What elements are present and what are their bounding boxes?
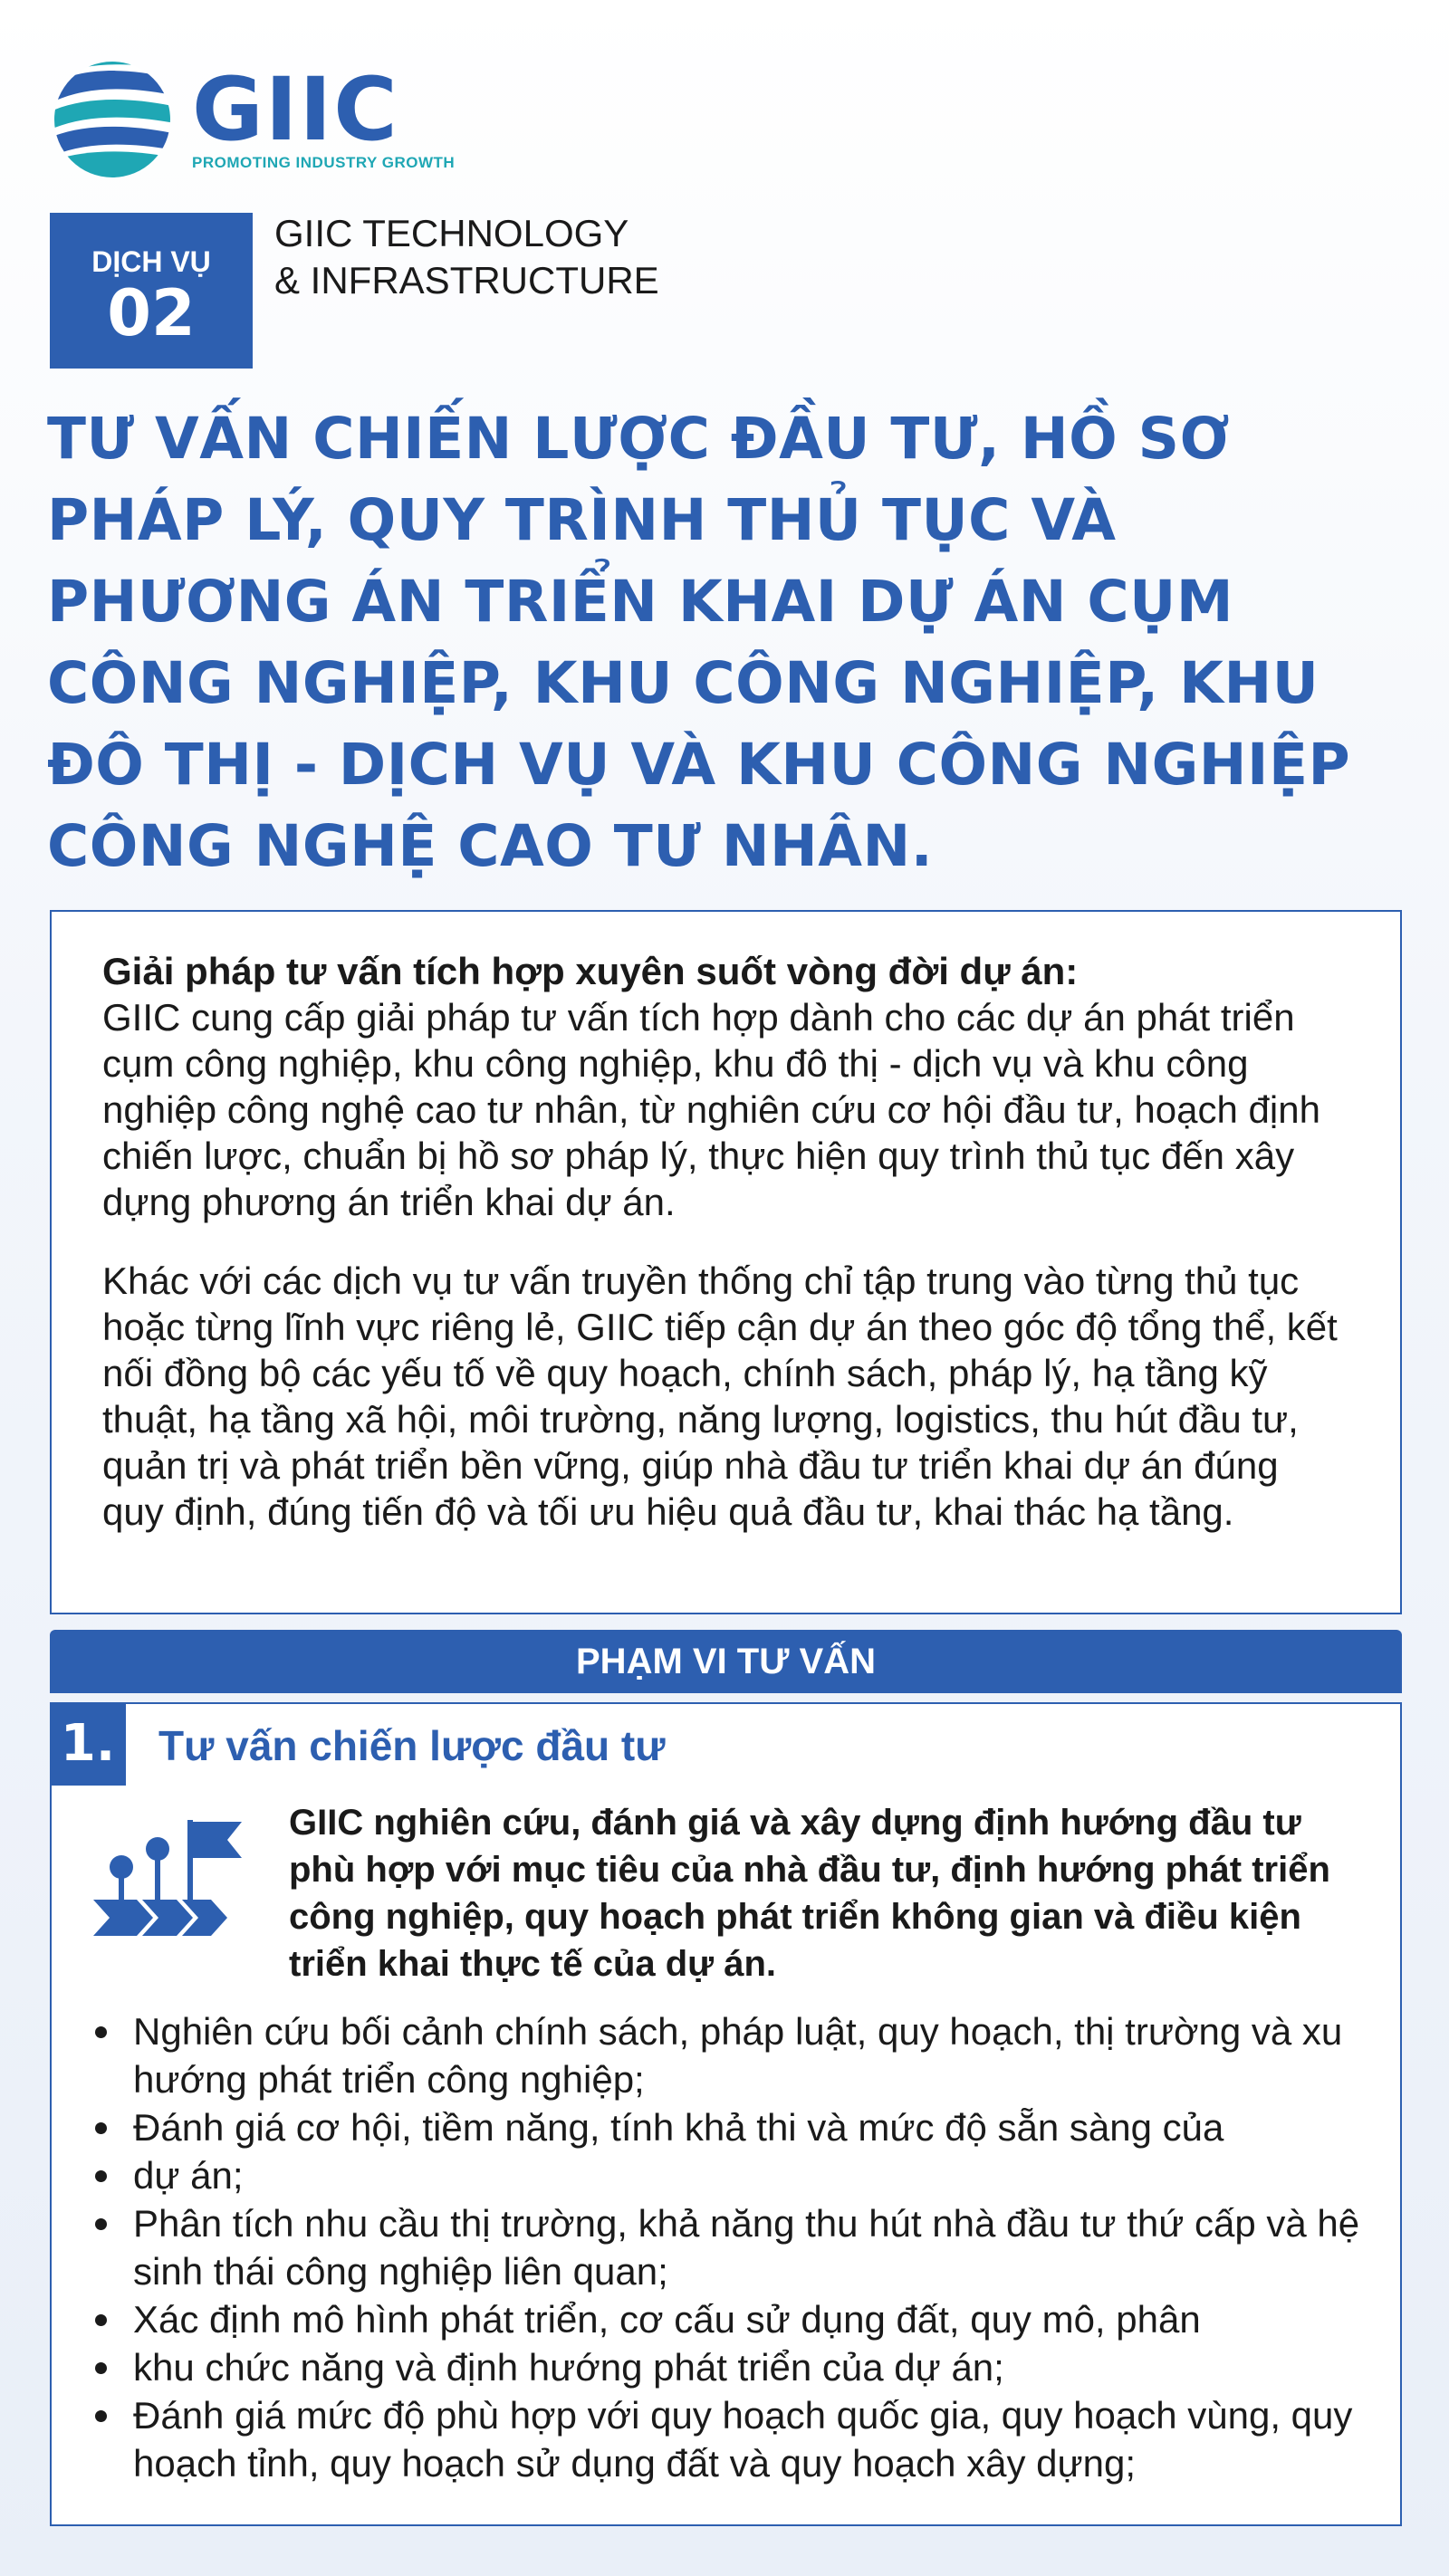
globe-logo-icon	[47, 56, 183, 181]
title-line: ĐÔ THỊ - DỊCH VỤ VÀ KHU CÔNG NGHIỆP	[47, 732, 1351, 798]
title-line: CÔNG NGHIỆP, KHU CÔNG NGHIỆP, KHU	[47, 650, 1319, 716]
service-label: DỊCH VỤ	[91, 245, 211, 278]
logo-wordmark: GIIC	[192, 59, 399, 160]
section-investment-strategy	[50, 1702, 1402, 2526]
list-item: Đánh giá mức độ phù hợp với quy hoạch quốc gia, quy hoạch vùng, quy hoạch tỉnh, quy hoạch sử dụng đất và quy hoạch xây dựng;	[86, 2391, 1381, 2487]
title-line: CÔNG NGHỆ CAO TƯ NHÂN.	[47, 813, 934, 879]
service-title-line1: GIIC TECHNOLOGY	[274, 212, 629, 254]
list-item: khu chức năng và định hướng phát triển của dự án;	[86, 2343, 1381, 2391]
section-lead-text: GIIC nghiên cứu, đánh giá và xây dựng định hướng đầu tư phù hợp với mục tiêu của nhà đầu tư, định hướng phát triển công nghiệp, quy hoạch phát triển không gian và điều kiện triển khai thực tế của dự án.	[289, 1803, 1330, 1984]
service-badge	[50, 213, 253, 369]
list-item: Phân tích nhu cầu thị trường, khả năng thu hút nhà đầu tư thứ cấp và hệ sinh thái công nghiệp liên quan;	[86, 2199, 1381, 2295]
section-number: 1.	[50, 1702, 126, 1786]
intro-box	[50, 910, 1402, 1614]
intro-paragraph-1	[102, 948, 1349, 1225]
intro-paragraph-2: Khác với các dịch vụ tư vấn truyền thống chỉ tập trung vào từng thủ tục hoặc từng lĩnh vực riêng lẻ, GIIC tiếp cận dự án theo góc độ tổng thể, kết nối đồng bộ các yếu tố về quy hoạch, chính sách, pháp lý, hạ tầng kỹ thuật, hạ tầng xã hội, môi trường, năng lượng, logistics, thu hút đầu tư, quản trị và phát triển bền vững, giúp nhà đầu tư triển khai dự án đúng quy định, đúng tiến độ và tối ưu hiệu quả đầu tư, khai thác hạ tầng.	[102, 1259, 1338, 1533]
logo-tagline: PROMOTING INDUSTRY GROWTH	[192, 154, 456, 171]
title-line: PHƯƠNG ÁN TRIỂN KHAI DỰ ÁN CỤM	[47, 569, 1234, 635]
list-item: Đánh giá cơ hội, tiềm năng, tính khả thi và mức độ sẵn sàng của	[86, 2103, 1381, 2151]
strategy-flag-icon	[90, 1804, 245, 1939]
section-bullet-list	[86, 2007, 1381, 2487]
section-title: Tư vấn chiến lược đầu tư	[158, 1722, 666, 1769]
list-item: dự án;	[86, 2151, 1381, 2199]
intro-text-1: GIIC cung cấp giải pháp tư vấn tích hợp dành cho các dự án phát triển cụm công nghiệp, khu công nghiệp, khu đô thị - dịch vụ và khu công nghiệp công nghệ cao tư nhân, từ nghiên cứu cơ hội đầu tư, hoạch định chiến lược, chuẩn bị hồ sơ pháp lý, thực hiện quy trình thủ tục đến xây dựng phương án triển khai dự án.	[102, 996, 1320, 1223]
list-item: Xác định mô hình phát triển, cơ cấu sử dụng đất, quy mô, phân	[86, 2295, 1381, 2343]
title-line: TƯ VẤN CHIẾN LƯỢC ĐẦU TƯ, HỒ SƠ	[47, 406, 1231, 472]
service-title-line2: & INFRASTRUCTURE	[274, 259, 659, 302]
company-logo	[47, 56, 455, 181]
page-title	[47, 398, 1424, 887]
service-number: 02	[107, 276, 196, 350]
list-item: Nghiên cứu bối cảnh chính sách, pháp luật, quy hoạch, thị trường và xu hướng phát triển công nghiệp;	[86, 2007, 1381, 2103]
service-title	[274, 210, 659, 304]
intro-heading: Giải pháp tư vấn tích hợp xuyên suốt vòng đời dự án:	[102, 950, 1079, 992]
scope-header: PHẠM VI TƯ VẤN	[50, 1630, 1402, 1693]
title-line: PHÁP LÝ, QUY TRÌNH THỦ TỤC VÀ	[47, 487, 1117, 553]
